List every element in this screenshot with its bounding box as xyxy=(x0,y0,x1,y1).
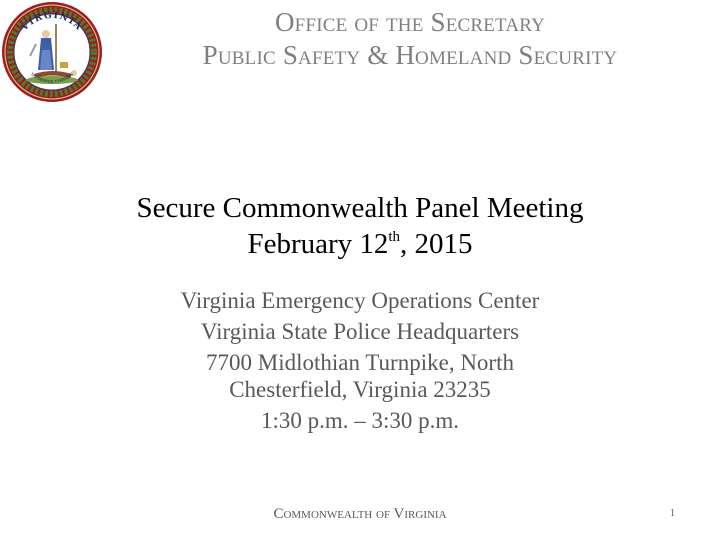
meeting-date xyxy=(0,226,720,262)
venue-text: Virginia Emergency Operations Center xyxy=(180,288,540,313)
office-line-2: Public Safety & Homeland Security xyxy=(202,40,618,70)
page-number: 1 xyxy=(670,508,675,519)
address-line-2: Chesterfield, Virginia 23235 xyxy=(229,377,491,402)
office-heading xyxy=(110,6,710,72)
meeting-title xyxy=(0,190,720,262)
virginia-seal-logo xyxy=(0,0,104,104)
meeting-time: 1:30 p.m. – 3:30 p.m. xyxy=(260,408,460,433)
building-text: Virginia State Police Headquarters xyxy=(200,319,520,344)
meeting-date-ordinal: th xyxy=(388,229,401,245)
address-line-1: 7700 Midlothian Turnpike, North xyxy=(206,350,514,375)
meeting-date-prefix: February 12 xyxy=(247,228,389,260)
office-line-1: Office of the Secretary xyxy=(274,7,546,37)
address-block xyxy=(0,349,720,403)
svg-text:SIC SEMPER TYRANNIS: SIC SEMPER TYRANNIS xyxy=(29,71,75,85)
svg-text:VIRGINIA: VIRGINIA xyxy=(19,10,85,34)
meeting-details xyxy=(0,287,720,438)
meeting-date-suffix: , 2015 xyxy=(400,228,473,260)
meeting-title-line-1: Secure Commonwealth Panel Meeting xyxy=(136,192,584,224)
footer-text: Commonwealth of Virginia xyxy=(273,506,447,522)
